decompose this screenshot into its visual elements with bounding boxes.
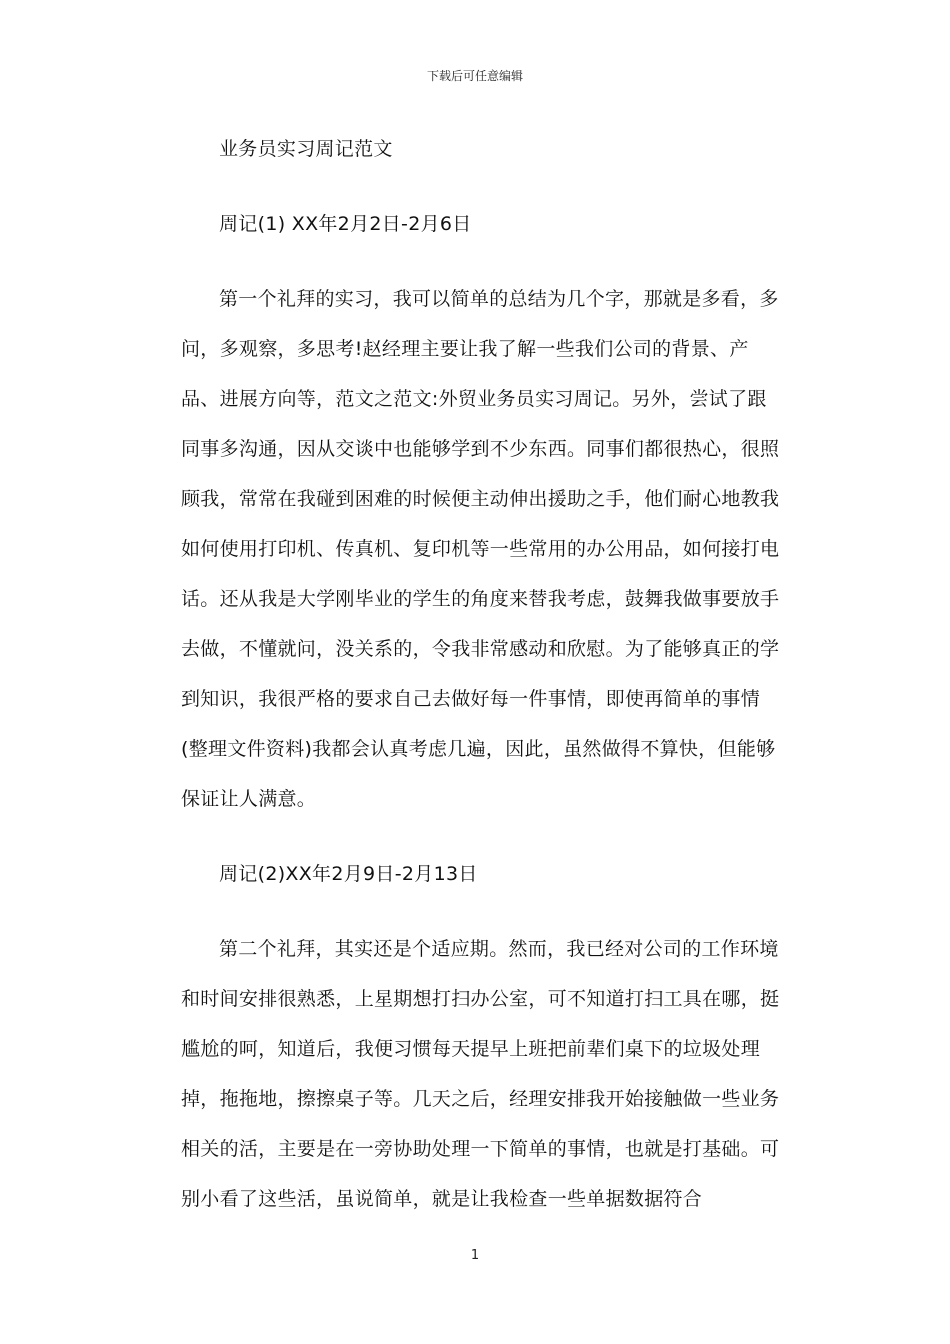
- week1-paragraph: 第一个礼拜的实习，我可以简单的总结为几个字，那就是多看，多问，多观察，多思考!赵经理主要让我了解一些我们公司的背景、产品、进展方向等，范文之范文:外贸业务员实习周记。另外，尝试了跟同事多沟通，因从交谈中也能够学到不少东西。同事们都很热心，很照顾我，常常在我碰到困难的时候便主动伸出援助之手，他们耐心地教我如何使用打印机、传真机、复印机等一些常用的办公用品，如何接打电话。还从我是大学刚毕业的学生的角度来替我考虑，鼓舞我做事要放手去做，不懂就问，没关系的，令我非常感动和欣慰。为了能够真正的学到知识，我很严格的要求自己去做好每一件事情，即使再简单的事情(整理文件资料)我都会认真考虑几遍，因此，虽然做得不算快，但能够保证让人满意。: [181, 288, 780, 810]
- document-body: [181, 124, 781, 1224]
- week1-heading: 周记(1) XX年2月2日-2月6日: [219, 213, 472, 235]
- week2-heading: 周记(2)XX年2月9日-2月13日: [219, 863, 478, 885]
- page-header-note: 下载后可任意编辑: [426, 69, 523, 83]
- week2-paragraph: 第二个礼拜，其实还是个适应期。然而，我已经对公司的工作环境和时间安排很熟悉，上星期想打扫办公室，可不知道打扫工具在哪，挺尴尬的呵，知道后，我便习惯每天提早上班把前辈们桌下的垃圾处理掉，拖拖地，擦擦桌子等。几天之后，经理安排我开始接触做一些业务相关的活，主要是在一旁协助处理一下简单的事情，也就是打基础。可别小看了这些活，虽说简单，就是让我检查一些单据数据符合: [181, 938, 780, 1210]
- document-title: 业务员实习周记范文: [219, 138, 393, 160]
- page-number: 1: [470, 1248, 480, 1263]
